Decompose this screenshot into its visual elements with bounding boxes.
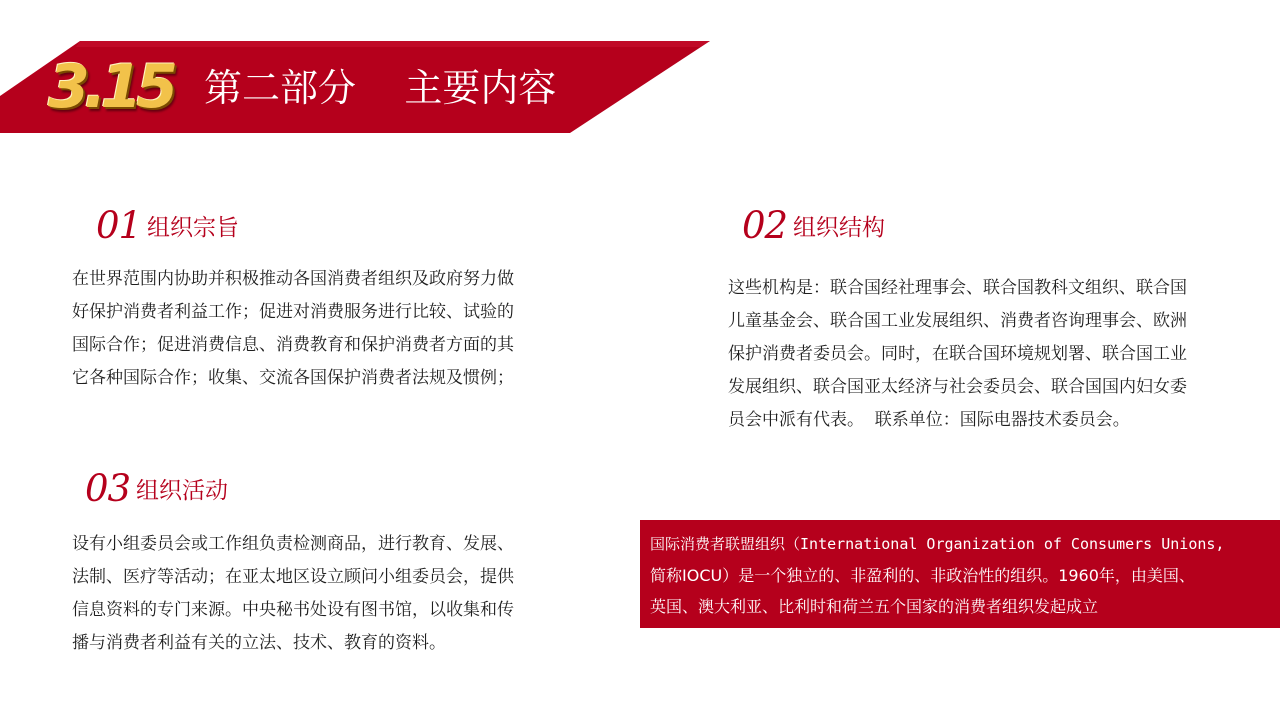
text-line: 这些机构是：联合国经社理事会、联合国教科文组织、联合国 (728, 278, 1187, 298)
text-line: 在世界范围内协助并积极推动各国消费者组织及政府努力做 (72, 269, 514, 289)
text-line: 国际消费者联盟组织（International Organization of Consumers Unions, (650, 535, 1225, 553)
header-banner (0, 0, 1280, 140)
section-body (72, 263, 572, 395)
section-title: 组织宗旨 (147, 215, 239, 241)
highlight-text (650, 529, 1276, 622)
section-title: 组织活动 (136, 478, 228, 504)
text-line: 设有小组委员会或工作组负责检测商品，进行教育、发展、 (72, 534, 514, 554)
section-number: 02 (742, 204, 788, 247)
text-line: 保护消费者委员会。同时，在联合国环境规划署、联合国工业 (728, 344, 1187, 364)
text-line: 员会中派有代表。 联系单位：国际电器技术委员会。 (728, 410, 1130, 430)
section-number: 01 (96, 204, 142, 247)
section-body (72, 528, 572, 660)
page-title: 第二部分 主要内容 (204, 66, 557, 110)
text-line: 简称IOCU）是一个独立的、非盈利的、非政治性的组织。1960年，由美国、 (650, 566, 1195, 585)
text-line: 信息资料的专门来源。中央秘书处设有图书馆，以收集和传 (72, 600, 514, 620)
banner-highlight (76, 41, 710, 47)
highlight-box (640, 520, 1280, 628)
section-body (728, 272, 1248, 437)
text-line: 儿童基金会、联合国工业发展组织、消费者咨询理事会、欧洲 (728, 311, 1187, 331)
text-line: 国际合作；促进消费信息、消费教育和保护消费者方面的其 (72, 335, 514, 355)
text-line: 它各种国际合作；收集、交流各国保护消费者法规及惯例； (72, 368, 514, 388)
text-line: 播与消费者利益有关的立法、技术、教育的资料。 (72, 633, 446, 653)
text-line: 好保护消费者利益工作；促进对消费服务进行比较、试验的 (72, 302, 514, 322)
text-line: 法制、医疗等活动；在亚太地区设立顾问小组委员会，提供 (72, 567, 514, 587)
text-line: 发展组织、联合国亚太经济与社会委员会、联合国国内妇女委 (728, 377, 1187, 397)
text-line: 英国、澳大利亚、比利时和荷兰五个国家的消费者组织发起成立 (650, 597, 1099, 616)
section-number: 03 (85, 467, 131, 510)
section-title: 组织结构 (793, 215, 885, 241)
logo-315: 3.15 (48, 52, 173, 122)
